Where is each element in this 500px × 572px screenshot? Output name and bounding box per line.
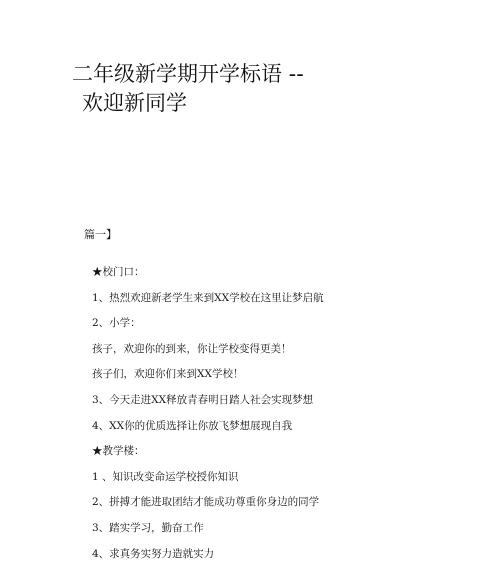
slogan-list: [92, 265, 472, 572]
slogan-line: 2、拼搏才能进取团结才能成功尊重你身边的同学: [92, 496, 320, 509]
slogan-line: 1、热烈欢迎新老学生来到XX学校在这里让梦启航: [92, 291, 324, 304]
title-line-1: 二年级新学期开学标语 --: [72, 62, 304, 86]
slogan-line: 3、踏实学习，勤奋工作: [92, 521, 204, 534]
title-line-2: 欢迎新同学: [82, 91, 187, 115]
slogan-line: 4、求真务实努力造就实力: [92, 547, 215, 560]
section-heading-teaching-building: ★教学楼：: [92, 445, 145, 458]
section-heading-school-gate: ★校门口：: [92, 266, 145, 278]
document-title: [72, 60, 452, 118]
slogan-line: 3、今天走进XX释放青春明日踏人社会实现梦想: [92, 393, 314, 406]
slogan-line: 孩子们，欢迎你们来到XX学校！: [92, 368, 244, 381]
slogan-line: 1 、知识改变命运学校授你知识: [92, 470, 239, 483]
slogan-line: 2、小学：: [92, 317, 141, 330]
section-label: 篇一】: [84, 228, 117, 241]
slogan-line: 孩子，欢迎你的到来，你让学校变得更美！: [92, 342, 292, 355]
slogan-line: 4、XX你的优质选择让你放飞梦想展现自我: [92, 419, 293, 432]
